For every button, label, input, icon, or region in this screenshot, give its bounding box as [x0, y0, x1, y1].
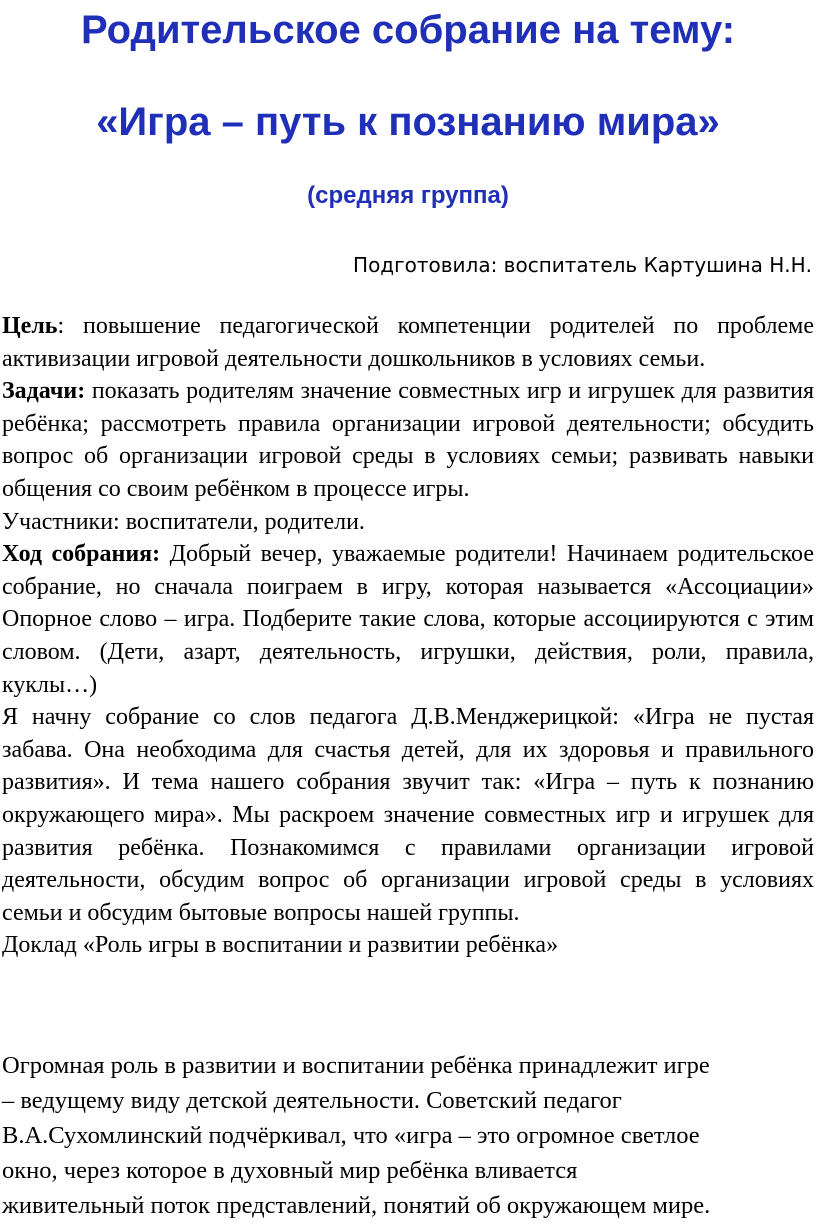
- report-line: В.А.Сухомлинский подчёркивал, что «игра – это огромное светлое: [2, 1122, 700, 1149]
- course-label: Ход собрания:: [2, 541, 161, 568]
- report-line: живительный поток представлений, понятий об окружающем мире.: [2, 1192, 711, 1219]
- goal-text: : повышение педагогической компетенции родителей по проблеме активизации игровой деятельности дошкольников в условиях семьи.: [2, 313, 814, 372]
- group-subtitle: (средняя группа): [307, 182, 509, 209]
- author-credit: Подготовила: воспитатель Картушина Н.Н.: [353, 253, 812, 277]
- participants-paragraph: Участники: воспитатели, родители.: [2, 508, 365, 535]
- report-line: – ведущему виду детской деятельности. Советский педагог: [2, 1087, 622, 1114]
- intro-paragraph: Я начну собрание со слов педагога Д.В.Менджерицкой: «Игра не пустая забава. Она необходима для счастья детей, для их здоровья и правильного развития». И тема нашего собрания звучит так: «Игра – путь к познанию окружающего мира». Мы раскроем значение совместных игр и игрушек для развития ребёнка. Познакомимся с правилами организации игровой деятельности, обсудим вопрос об организации игровой среды в условиях семьи и обсудим бытовые вопросы нашей группы.: [2, 704, 814, 926]
- tasks-text: показать родителям значение совместных игр и игрушек для развития ребёнка; рассмотреть правила организации игровой деятельности; обсудить вопрос об организации игровой среды в условиях семьи; развивать навыки общения со своим ребёнком в процессе игры.: [2, 378, 814, 502]
- report-line: Огромная роль в развитии и воспитании ребёнка принадлежит игре: [2, 1052, 710, 1079]
- page-title: Родительское собрание на тему:: [80, 8, 736, 52]
- report-heading: Доклад «Роль игры в воспитании и развитии ребёнка»: [2, 932, 559, 959]
- tasks-paragraph: [2, 375, 814, 505]
- goal-paragraph: [2, 310, 814, 375]
- document-body: [2, 310, 814, 962]
- goal-label: Цель: [2, 313, 58, 339]
- tasks-label: Задачи:: [2, 378, 86, 405]
- page-title-topic: «Игра – путь к познанию мира»: [96, 100, 720, 144]
- report-text: [2, 1048, 814, 1223]
- course-paragraph: [2, 538, 814, 701]
- report-line: окно, через которое в духовный мир ребёнка вливается: [2, 1157, 578, 1184]
- course-text: Добрый вечер, уважаемые родители! Начинаем родительское собрание, но сначала поиграем в игру, которая называется «Ассоциации» Опорное слово – игра. Подберите такие слова, которые ассоциируются с этим словом. (Дети, азарт, деятельность, игрушки, действия, роли, правила, куклы…): [2, 541, 814, 698]
